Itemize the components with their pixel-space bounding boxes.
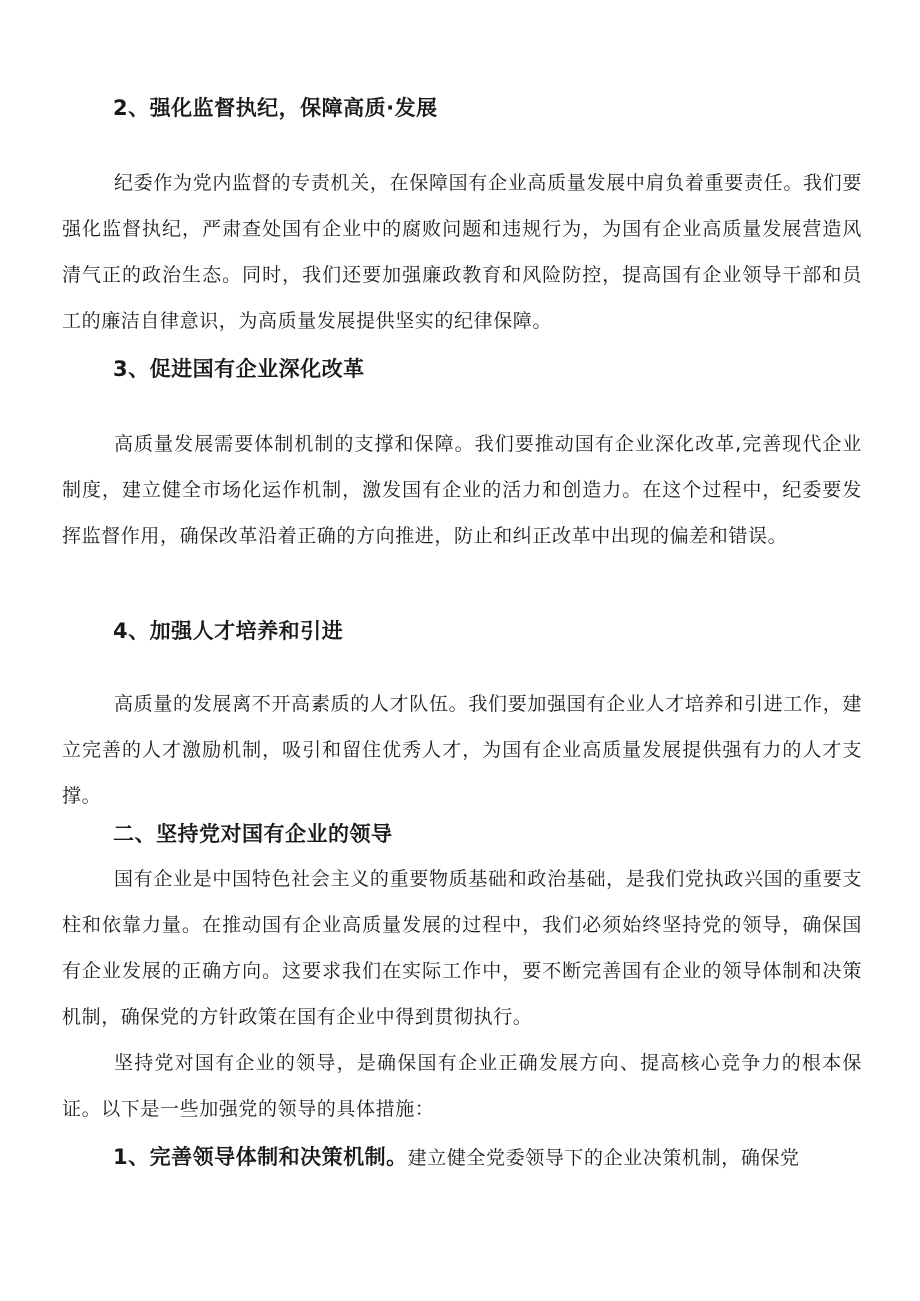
list-item-text: 建立健全党委领导下的企业决策机制，确保党 bbox=[407, 1147, 800, 1169]
list-item-leadership-system bbox=[113, 1134, 863, 1181]
paragraph-party-leadership-2: 坚持党对国有企业的领导，是确保国有企业正确发展方向、提高核心竞争力的根本保证。以下是一些加强党的领导的具体措施： bbox=[62, 1052, 862, 1120]
heading-deepen-reform: 3、促进国有企业深化改革 bbox=[113, 357, 365, 381]
paragraph-supervision: 纪委作为党内监督的专责机关，在保障国有企业高质量发展中肩负着重要责任。我们要强化监督执纪，严肃查处国有企业中的腐败问题和违规行为，为国有企业高质量发展营造风清气正的政治生态。同时，我们还要加强廉政教育和风险防控，提高国有企业领导干部和员工的廉洁自律意识，为高质量发展提供坚实的纪律保障。 bbox=[62, 172, 862, 332]
list-item-lead: 1、完善领导体制和决策机制。 bbox=[113, 1145, 408, 1169]
heading-talent-development: 4、加强人才培养和引进 bbox=[113, 619, 344, 643]
heading-strengthen-supervision: 2、强化监督执纪，保障高质·发展 bbox=[113, 96, 438, 120]
paragraph-party-leadership-1: 国有企业是中国特色社会主义的重要物质基础和政治基础，是我们党执政兴国的重要支柱和依靠力量。在推动国有企业高质量发展的过程中，我们必须始终坚持党的领导，确保国有企业发展的正确方向。这要求我们在实际工作中，要不断完善国有企业的领导体制和决策机制，确保党的方针政策在国有企业中得到贯彻执行。 bbox=[62, 868, 862, 1028]
paragraph-talent: 高质量的发展离不开高素质的人才队伍。我们要加强国有企业人才培养和引进工作，建立完善的人才激励机制，吸引和留住优秀人才，为国有企业高质量发展提供强有力的人才支撑。 bbox=[62, 693, 862, 807]
heading-party-leadership: 二、坚持党对国有企业的领导 bbox=[113, 822, 393, 846]
paragraph-reform: 高质量发展需要体制机制的支撑和保障。我们要推动国有企业深化改革,完善现代企业制度，建立健全市场化运作机制，激发国有企业的活力和创造力。在这个过程中，纪委要发挥监督作用，确保改革沿着正确的方向推进，防止和纠正改革中出现的偏差和错误。 bbox=[62, 433, 862, 547]
